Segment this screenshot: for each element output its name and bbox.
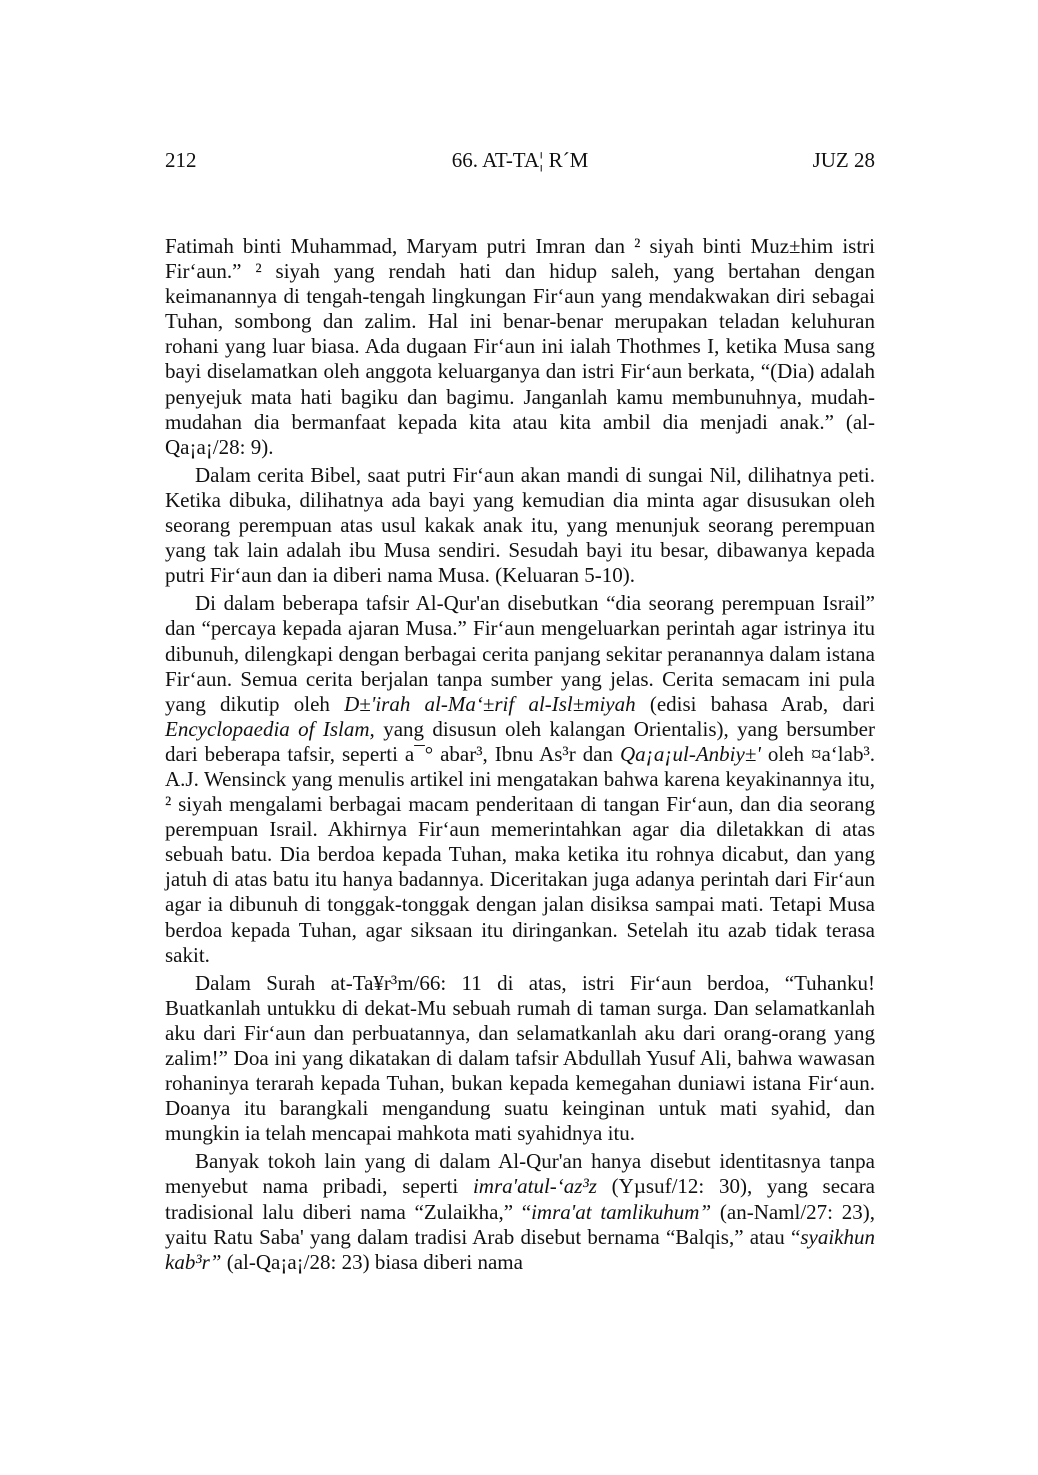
- paragraph-1: [165, 234, 875, 460]
- page-number: 212: [165, 148, 197, 172]
- paragraph-2: [165, 463, 875, 588]
- text-segment: Dalam cerita Bibel, saat putri Fir‘aun akan mandi di sungai Nil, dilihatnya peti. Ketika dibuka, dilihatnya ada bayi yang kemudian dia minta agar disusukan oleh seorang perempuan atas usul kakak anak itu, yang menunjuk seorang perempuan yang tak lain adalah ibu Musa sendiri. Sesudah bayi itu besar, dibawanya kepada putri Fir‘aun dan ia diberi nama Musa. (Keluaran 5-10).: [165, 462, 875, 588]
- paragraph-3: [165, 591, 875, 967]
- italic-term: imra'at tamlikuhum”: [531, 1199, 712, 1224]
- page-header: [165, 146, 875, 174]
- text-segment: yang disusun oleh kalangan Orientalis), yang bersumber dari beberapa tafsir, seperti a¯° abar³, Ibnu As³r dan: [165, 716, 875, 766]
- text-segment: Fatimah binti Muhammad, Maryam putri Imran dan ² siyah binti Muz±him istri Fir‘aun.” ² siyah yang rendah hati dan hidup saleh, yang bertahan dengan keimanannya di tengah-tengah lingkungan Fir‘aun yang mendakwakan diri sebagai Tuhan, sombong dan zalim. Hal ini benar-benar merupakan teladan keluhuran rohani yang luar biasa. Ada dugaan Fir‘aun ini ialah Thothmes I, ketika Musa sang bayi diselamatkan oleh anggota keluarganya dan istri Fir‘aun berkata, “(Dia) adalah penyejuk mata hati bagiku dan bagimu. Janganlah kamu membunuhnya, mudah-mudahan dia bermanfaat kepada kita atau kita ambil dia menjadi anak.” (al-Qa¡a¡/28: 9).: [165, 234, 875, 459]
- italic-term: imra'atul-‘az³z: [472, 1174, 597, 1199]
- paragraph-5: [165, 1149, 875, 1274]
- paragraph-4: [165, 971, 875, 1147]
- text-segment: oleh ¤a‘lab³. A.J. Wensinck yang menulis artikel ini mengatakan bahwa karena keyakinannya itu, ² siyah mengalami berbagai macam penderitaan di tangan Fir‘aun, dan dia seorang perempuan Israil. Akhirnya Fir‘aun memerintahkan agar dia diletakkan di atas sebuah batu. Dia berdoa kepada Tuhan, maka ketika itu rohnya dicabut, dan yang jatuh di atas batu itu hanya badannya. Diceritakan juga adanya perintah dari Fir‘aun agar ia dibunuh di tonggak-tonggak dengan jalan disiksa sampai mati. Tetapi Musa berdoa kepada Tuhan, agar siksaan itu diringankan. Setelah itu azab tidak terasa sakit.: [165, 741, 876, 967]
- text-segment: (Yµsuf/12: 30), yang secara tradisional lalu diberi nama “Zulaikha,” “: [165, 1174, 876, 1224]
- body-text: [165, 234, 875, 1275]
- text-segment: Di dalam beberapa tafsir Al-Qur'an disebutkan “dia seorang perempuan Israil” dan “percaya kepada ajaran Musa.” Fir‘aun mengeluarkan perintah agar istrinya itu dibunuh, dilengkapi dengan berbagai cerita panjang sekitar peranannya dalam istana Fir‘aun. Semua cerita berjalan tanpa sumber yang jelas. Cerita semacam ini pula yang dikutip oleh: [165, 591, 875, 716]
- chapter-title: 66. AT-TA¦ R´M: [451, 148, 589, 172]
- text-segment: (an-Naml/27: 23), yaitu Ratu Saba' yang dalam tradisi Arab disebut bernama “Balqis,” atau “: [165, 1199, 875, 1249]
- text-segment: (edisi bahasa Arab, dari: [635, 691, 876, 716]
- italic-term: syaikhun kab³r”: [165, 1224, 875, 1274]
- text-segment: Dalam Surah at-Ta¥r³m/66: 11 di atas, istri Fir‘aun berdoa, “Tuhanku! Buatkanlah untukku di dekat-Mu sebuah rumah di taman surga. Dan selamatkanlah aku dari Fir‘aun dan perbuatannya, dan selamatkanlah aku dari orang-orang yang zalim!” Doa ini yang dikatakan di dalam tafsir Abdullah Yusuf Ali, bahwa wawasan rohaninya terarah kepada Tuhan, bukan kepada kemegahan duniawi istana Fir‘aun. Doanya itu barangkali mengandung suatu keinginan untuk mati syahid, dan mungkin ia telah mencapai mahkota mati syahidnya itu.: [165, 970, 875, 1146]
- italic-title: D±'irah al-Ma‘±rif al-Isl±miyah: [344, 691, 636, 716]
- italic-title: Encyclopaedia of Islam,: [165, 716, 375, 741]
- italic-title: Qa¡a¡ul-Anbiy±': [620, 741, 761, 766]
- juz-label: JUZ 28: [812, 148, 875, 172]
- text-segment: (al-Qa¡a¡/28: 23) biasa diberi nama: [221, 1249, 523, 1274]
- text-segment: Banyak tokoh lain yang di dalam Al-Qur'an hanya disebut identitasnya tanpa menyebut nama pribadi, seperti: [165, 1149, 875, 1199]
